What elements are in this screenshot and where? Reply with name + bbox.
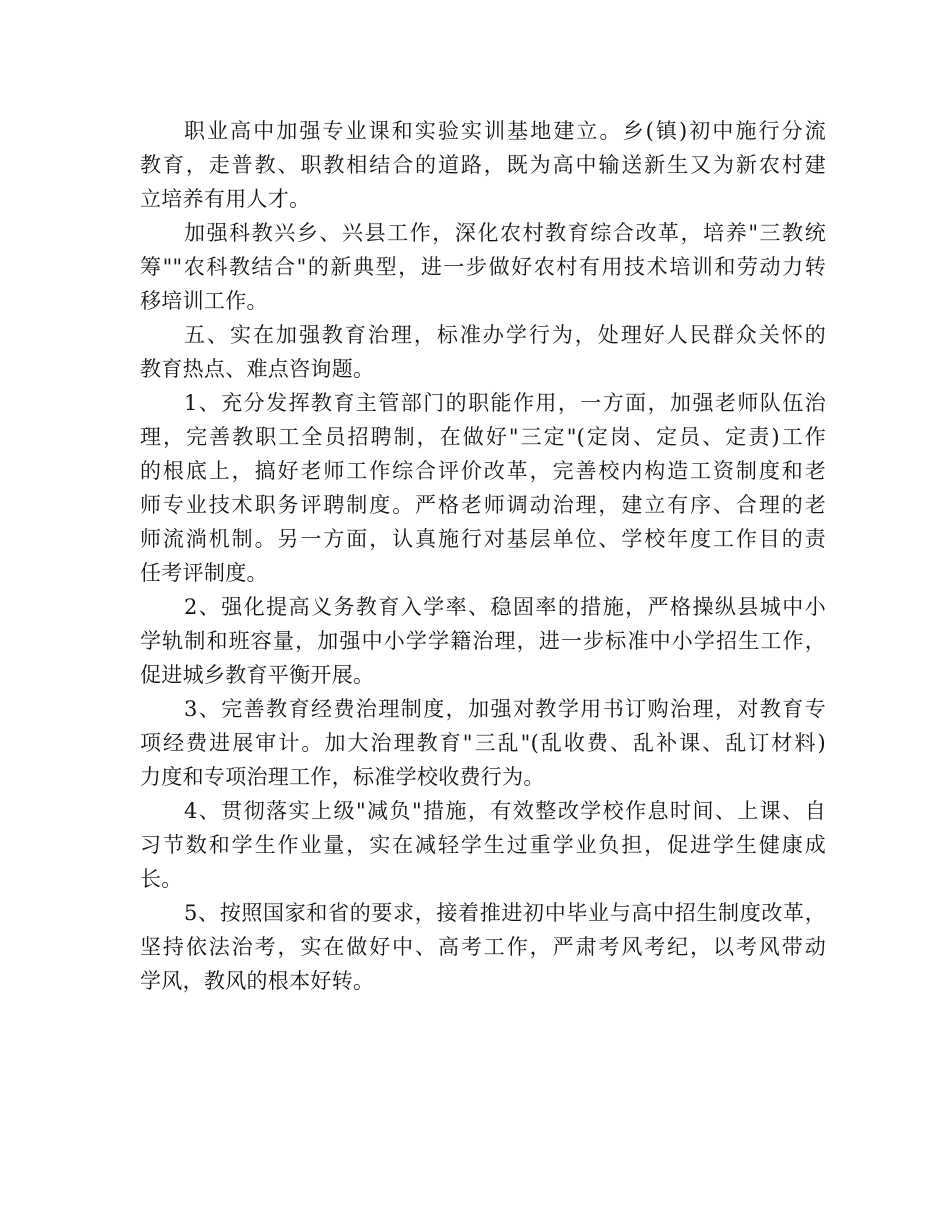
document-body bbox=[140, 114, 826, 998]
text-line: 移培训工作。 bbox=[140, 289, 268, 313]
text-line: 2、强化提高义务教育入学率、稳固率的措施，严格操纵县城中小 bbox=[184, 595, 826, 619]
text-line: 4、贯彻落实上级"减负"措施，有效整改学校作息时间、上课、自 bbox=[184, 799, 826, 823]
text-line: 学轨制和班容量，加强中小学学籍治理，进一步标准中小学招生工作， bbox=[140, 629, 826, 653]
text-line: 5、按照国家和省的要求，接着推进初中毕业与高中招生制度改革， bbox=[184, 901, 826, 925]
text-line: 坚持依法治考，实在做好中、高考工作，严肃考风考纪，以考风带动 bbox=[140, 935, 826, 959]
text-line: 项经费进展审计。加大治理教育"三乱"(乱收费、乱补课、乱订材料) bbox=[140, 731, 826, 755]
paragraph-vocational-education bbox=[140, 114, 826, 216]
paragraph-item-1 bbox=[140, 386, 826, 590]
text-line: 的根底上，搞好老师工作综合评价改革，完善校内构造工资制度和老 bbox=[140, 459, 826, 483]
paragraph-item-3 bbox=[140, 692, 826, 794]
text-line: 教育热点、难点咨询题。 bbox=[140, 357, 375, 381]
text-line: 3、完善教育经费治理制度，加强对教学用书订购治理，对教育专 bbox=[184, 697, 826, 721]
text-line: 促进城乡教育平衡开展。 bbox=[140, 663, 375, 687]
paragraph-section-five-heading bbox=[140, 318, 826, 386]
paragraph-science-education bbox=[140, 216, 826, 318]
text-line: 加强科教兴乡、兴县工作，深化农村教育综合改革，培养"三教统 bbox=[184, 221, 826, 245]
text-line: 师流淌机制。另一方面，认真施行对基层单位、学校年度工作目的责 bbox=[140, 527, 826, 551]
text-line: 五、实在加强教育治理，标准办学行为，处理好人民群众关怀的 bbox=[184, 323, 826, 347]
text-line: 师专业技术职务评聘制度。严格老师调动治理，建立有序、合理的老 bbox=[140, 493, 826, 517]
text-line: 筹""农科教结合"的新典型，进一步做好农村有用技术培训和劳动力转 bbox=[140, 255, 826, 279]
paragraph-item-2 bbox=[140, 590, 826, 692]
text-line: 习节数和学生作业量，实在减轻学生过重学业负担，促进学生健康成 bbox=[140, 833, 826, 857]
paragraph-item-4 bbox=[140, 794, 826, 896]
text-line: 任考评制度。 bbox=[140, 561, 268, 585]
text-line: 立培养有用人才。 bbox=[140, 187, 311, 211]
text-line: 职业高中加强专业课和实验实训基地建立。乡(镇)初中施行分流 bbox=[184, 119, 826, 143]
text-line: 学风，教风的根本好转。 bbox=[140, 969, 375, 993]
text-line: 力度和专项治理工作，标准学校收费行为。 bbox=[140, 765, 545, 789]
text-line: 1、充分发挥教育主管部门的职能作用，一方面，加强老师队伍治 bbox=[184, 391, 826, 415]
text-line: 长。 bbox=[140, 867, 183, 891]
text-line: 理，完善教职工全员招聘制，在做好"三定"(定岗、定员、定责)工作 bbox=[140, 425, 826, 449]
paragraph-item-5 bbox=[140, 896, 826, 998]
text-line: 教育，走普教、职教相结合的道路，既为高中输送新生又为新农村建 bbox=[140, 153, 826, 177]
